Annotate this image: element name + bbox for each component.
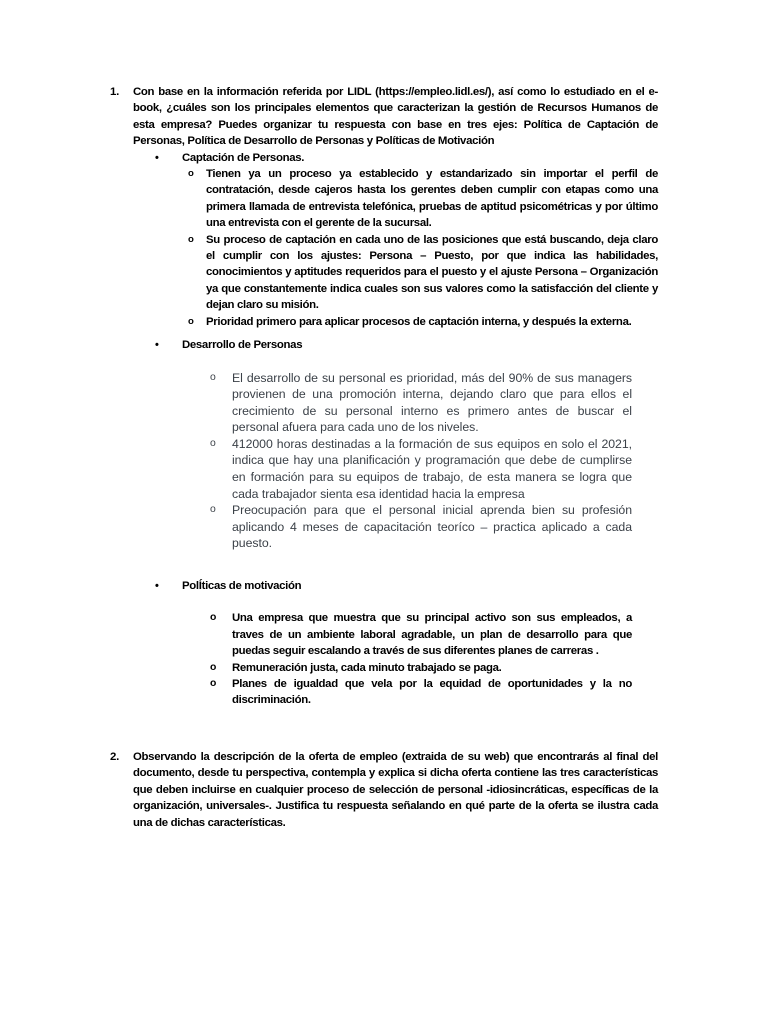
list-item-text: El desarrollo de su personal es prioridad, más del 90% de sus managers provienen de una promoción interna, dejando claro que para ellos el crecimiento de su personal interno es primero antes de buscar el personal afuera para cada uno de los niveles. [232, 370, 632, 435]
list-item [210, 660, 632, 676]
circle-bullet-icon: o [210, 437, 216, 449]
list-number-2: 2. [110, 750, 120, 763]
spacer [110, 552, 658, 578]
list-number-1: 1. [110, 86, 120, 98]
question-1-text: Con base en la información referida por LIDL (https://empleo.lidl.es/), así como lo estudiado en el e-book, ¿cuáles son los principales elementos que caracterizan la gestión de Recursos Humanos de esta empresa? Puedes organizar tu respuesta con base en tres ejes: Política de Captación de Personas, Política de Desarrollo de Personas y Políticas de Motivación [133, 86, 658, 148]
circle-bullet-icon: o [210, 371, 216, 383]
circle-bullet-icon: o [188, 315, 194, 327]
list-item [210, 502, 632, 552]
list-item-text: Tienen ya un proceso ya establecido y estandarizado sin importar el perfil de contratación, desde cajeros hasta los gerentes deben cumplir con etapas como una primera llamada de entrevista telefónica, pruebas de aptitud psicométricas y por último una entrevista con el gerente de la sucursal. [206, 168, 658, 230]
numbered-item-1 [110, 84, 658, 150]
spacer [110, 709, 658, 749]
section-heading-captacion [155, 150, 658, 166]
list-item [210, 370, 632, 436]
list-item [188, 166, 658, 232]
section-heading-politicas [155, 578, 658, 594]
bullet-icon: • [155, 151, 159, 164]
list-item [188, 314, 658, 330]
list-item-text: Remuneración justa, cada minuto trabajado se paga. [232, 661, 502, 674]
circle-bullet-icon: o [210, 661, 217, 673]
list-item-text: Prioridad primero para aplicar procesos de captación interna, y después la externa. [206, 315, 632, 328]
spacer [110, 330, 658, 337]
numbered-item-2 [110, 749, 658, 831]
list-item [210, 676, 632, 709]
circle-bullet-icon: o [210, 504, 216, 516]
bullet-icon: • [155, 339, 159, 352]
list-item-text: Una empresa que muestra que su principal activo son sus empleados, a traves de un ambiente laboral agradable, un plan de desarrollo para que puedas seguir escalando a través de sus diferentes planes de carreras . [232, 612, 632, 658]
list-item-text: Su proceso de captación en cada uno de las posiciones que está buscando, deja claro el cumplir con los ajustes: Persona – Puesto, por que indica las habilidades, conocimientos y aptitudes requeridos para el puesto y el ajuste Persona – Organización ya que constantemente indica cuales son sus valores como la satisfacción del cliente y dejan claro su misión. [206, 233, 658, 312]
list-item-text: 412000 horas destinadas a la formación de sus equipos en solo el 2021, indica que hay una planificación y programación que debe de cumplirse en formación para su equipos de trabajo, de esta manera se logra que cada trabajador sienta esa identidad hacia la empresa [232, 436, 632, 501]
list-item [210, 610, 632, 659]
section-heading-label: PolÍticas de motivación [182, 580, 302, 593]
section-heading-label: Captación de Personas. [182, 151, 305, 164]
section-heading-label: Desarrollo de Personas [182, 339, 303, 352]
list-item [210, 436, 632, 502]
circle-bullet-icon: o [210, 678, 217, 690]
spacer [110, 354, 658, 370]
bullet-icon: • [155, 580, 159, 593]
list-item-text: Preocupación para que el personal inicial aprenda bien su profesión aplicando 4 meses de capacitación teoríco – practica aplicado a cada puesto. [232, 503, 632, 551]
spacer [110, 594, 658, 610]
list-item [188, 232, 658, 314]
section-heading-desarrollo [155, 337, 658, 353]
question-2-text: Observando la descripción de la oferta de empleo (extraida de su web) que encontrarás al final del documento, desde tu perspectiva, contempla y explica si dicha oferta contiene las tres características que deben incluirse en cualquier proceso de selección de personal -idiosincráticas, específicas de la organización, universales-. Justifica tu respuesta señalando en qué parte de la oferta se ilustra cada una de dichas características. [133, 750, 658, 829]
circle-bullet-icon: o [188, 233, 194, 245]
circle-bullet-icon: o [210, 612, 217, 624]
circle-bullet-icon: o [188, 168, 194, 180]
list-item-text: Planes de igualdad que vela por la equidad de oportunidades y la no discriminación. [232, 678, 632, 707]
